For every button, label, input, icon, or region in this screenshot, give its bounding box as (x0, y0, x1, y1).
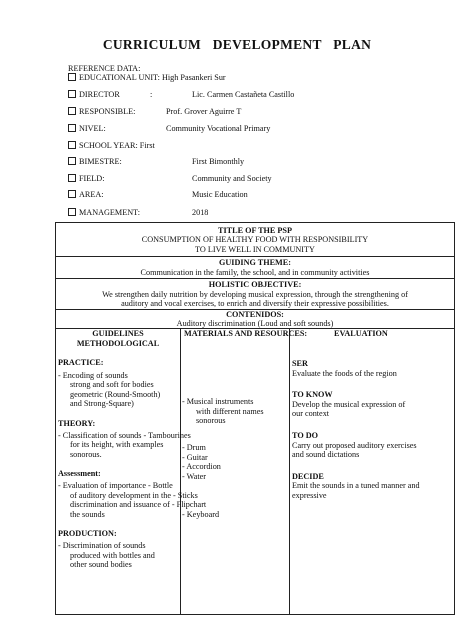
checkbox-icon (68, 174, 76, 182)
reference-value: Prof. Grover Aguirre T (166, 107, 242, 116)
reference-label: BIMESTRE: (68, 157, 122, 167)
page-title: CURRICULUM DEVELOPMENT PLAN (102, 37, 372, 52)
checkbox-icon (68, 107, 76, 115)
psp-line2: TO LIVE WELL IN COMMUNITY (195, 244, 315, 254)
checkbox-icon (68, 208, 76, 216)
assessment-line: - Evaluation of importance - Bottle (58, 480, 173, 490)
guiding-heading: GUIDING THEME: (219, 258, 291, 267)
holistic-heading: HOLISTIC OBJECTIVE: (208, 280, 302, 289)
reference-label: RESPONSIBLE: (68, 107, 135, 117)
psp-title: TITLE OF THE PSP (218, 226, 292, 235)
practice-line: strong and soft for bodies (70, 380, 154, 390)
checkbox-icon (68, 90, 76, 98)
contenidos-text: Auditory discrimination (Loud and soft sounds) (176, 319, 334, 328)
reference-value: First Bimonthly (192, 157, 245, 166)
reference-value: Community Vocational Primary (166, 124, 271, 133)
decide-text: Emit the sounds in a tuned manner and (292, 481, 420, 491)
checkbox-icon (68, 124, 76, 132)
practice-line: - Encoding of sounds (58, 370, 128, 380)
checkbox-icon (68, 190, 76, 198)
assessment-line: discrimination and issuance of - Flipchart (70, 500, 207, 510)
column-divider (289, 328, 290, 614)
guidelines-header: GUIDELINES METHODOLOGICAL (76, 329, 160, 348)
practice-heading: PRACTICE: (58, 358, 104, 367)
production-line: produced with bottles and (70, 550, 155, 560)
know-heading: TO KNOW (292, 390, 333, 400)
reference-label: MANAGEMENT: (68, 208, 140, 218)
checkbox-icon (68, 157, 76, 165)
reference-separator: : (150, 90, 153, 99)
holistic-line2: auditory and vocal exercises, to enrich and diversify their expressive possibilities. (121, 299, 389, 308)
materials-instruments: - Musical instruments with different names sonorous (182, 397, 264, 426)
evaluation-column (292, 359, 454, 501)
assessment-line: of auditory development in the - Sticks (70, 490, 198, 500)
checkbox-icon (68, 73, 76, 81)
reference-label: SCHOOL YEAR: First (68, 141, 155, 151)
practice-line: and Strong-Square) (70, 399, 134, 409)
column-divider (180, 328, 181, 614)
divider (56, 278, 454, 279)
practice-line: geometric (Round-Smooth) (70, 389, 161, 399)
guiding-text: Communication in the family, the school, and in community activities (140, 268, 370, 277)
theory-line: for its height, with examples (70, 440, 164, 450)
assessment-heading: Assessment: (58, 469, 101, 479)
assessment-line: the sounds (70, 509, 105, 519)
materials-last: - Keyboard (182, 510, 220, 519)
ser-text: Evaluate the foods of the region (292, 368, 397, 378)
theory-line: sonorous. (70, 449, 102, 459)
production-line: - Discrimination of sounds (58, 540, 146, 550)
do-text: Carry out proposed auditory exercises (292, 440, 417, 450)
theory-heading: THEORY: (58, 418, 96, 428)
know-text: Develop the musical expression of (292, 399, 406, 409)
materials-list: - Drum - Guitar - Accordion - Water (182, 443, 221, 481)
theory-line: - Classification of sounds - Tambourines (58, 430, 191, 440)
reference-heading: REFERENCE DATA: (68, 64, 141, 73)
contenidos-heading: CONTENIDOS: (226, 310, 284, 319)
reference-value: Music Education (192, 190, 248, 199)
psp-line1: CONSUMPTION OF HEALTHY FOOD WITH RESPONSIBILITY (141, 235, 369, 244)
holistic-line1: We strengthen daily nutrition by developing musical expression, through the strengthening of (102, 290, 408, 299)
decide-text: expressive (292, 490, 327, 500)
decide-heading: DECIDE (292, 471, 324, 481)
ser-heading: SER (292, 359, 308, 368)
production-line: other sound bodies (70, 560, 132, 570)
reference-label: FIELD: (68, 174, 104, 184)
divider (56, 256, 454, 257)
reference-value: Lic. Carmen Castañeta Castillo (192, 90, 295, 99)
do-heading: TO DO (292, 430, 319, 440)
production-heading: PRODUCTION: (58, 529, 117, 539)
do-text: and sound dictations (292, 450, 360, 460)
materials-header: MATERIALS AND RESOURCES: (184, 329, 308, 338)
plan-table (55, 222, 455, 615)
reference-label: NIVEL: (68, 124, 106, 134)
reference-label: DIRECTOR (68, 90, 120, 100)
know-text: our context (292, 409, 330, 419)
reference-label: EDUCATIONAL UNIT: High Pasankeri Sur (68, 73, 226, 83)
checkbox-icon (68, 141, 76, 149)
reference-value: Community and Society (192, 174, 272, 183)
reference-value: 2018 (192, 208, 209, 217)
reference-label: AREA: (68, 190, 104, 200)
evaluation-header: EVALUATION (334, 329, 388, 338)
